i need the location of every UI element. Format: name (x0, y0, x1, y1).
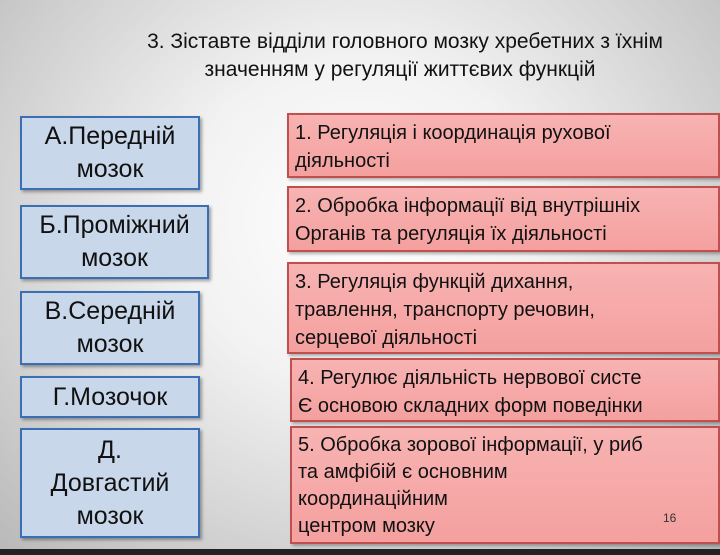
function-item-2 (287, 186, 720, 252)
function-text-line: 4. Регулює діяльність нервової систе (298, 367, 642, 389)
division-label-line: мозок (76, 330, 144, 358)
division-label-line: Б.Проміжний (39, 211, 190, 239)
function-text-line: травлення, транспорту речовин, (295, 299, 595, 321)
function-item-4 (290, 358, 720, 422)
brain-division-diencephalon (20, 205, 209, 279)
function-text-line: Є основою складних форм поведінки (298, 395, 643, 417)
slide-number: 16 (663, 511, 677, 525)
function-item-3 (287, 262, 720, 354)
division-label-line: мозок (76, 501, 144, 530)
division-label-line: В.Середній (44, 297, 176, 325)
brain-division-cerebellum (20, 376, 200, 418)
function-text-line: діяльності (295, 150, 390, 172)
function-text-line: 2. Обробка інформації від внутрішніх (295, 195, 641, 217)
brain-division-midbrain (20, 291, 200, 365)
division-label-line: Довгастий (50, 468, 170, 497)
function-text-line: координаційним (298, 488, 448, 510)
function-text-line: центром мозку (298, 515, 435, 537)
function-text-line: та амфібій є основним (298, 461, 508, 483)
slide-title (80, 28, 720, 84)
function-text-line: серцевої діяльності (295, 327, 478, 349)
brain-division-forebrain (20, 116, 200, 190)
division-label-line: мозок (81, 244, 148, 272)
function-text-line: Органів та регуляція їх діяльності (295, 223, 607, 245)
title-line-1: 3. Зіставте відділи головного мозку хребетних з їхнім (147, 30, 663, 53)
function-text-line: 1. Регуляція і координація рухової (295, 122, 611, 144)
function-text-line: 5. Обробка зорової інформації, у риб (298, 434, 643, 456)
division-label-line: Г.Мозочок (52, 382, 168, 411)
bottom-divider (0, 549, 720, 555)
function-text-line: 3. Регуляція функцій дихання, (295, 271, 574, 293)
function-item-5 (290, 426, 720, 544)
function-item-1 (287, 113, 720, 178)
title-line-2: значенням у регуляції життєвих функцій (204, 58, 596, 81)
division-label-line: А.Передній (44, 122, 176, 150)
division-label-line: мозок (76, 155, 144, 183)
brain-division-medulla (20, 428, 200, 538)
division-label-line: Д. (98, 435, 122, 464)
